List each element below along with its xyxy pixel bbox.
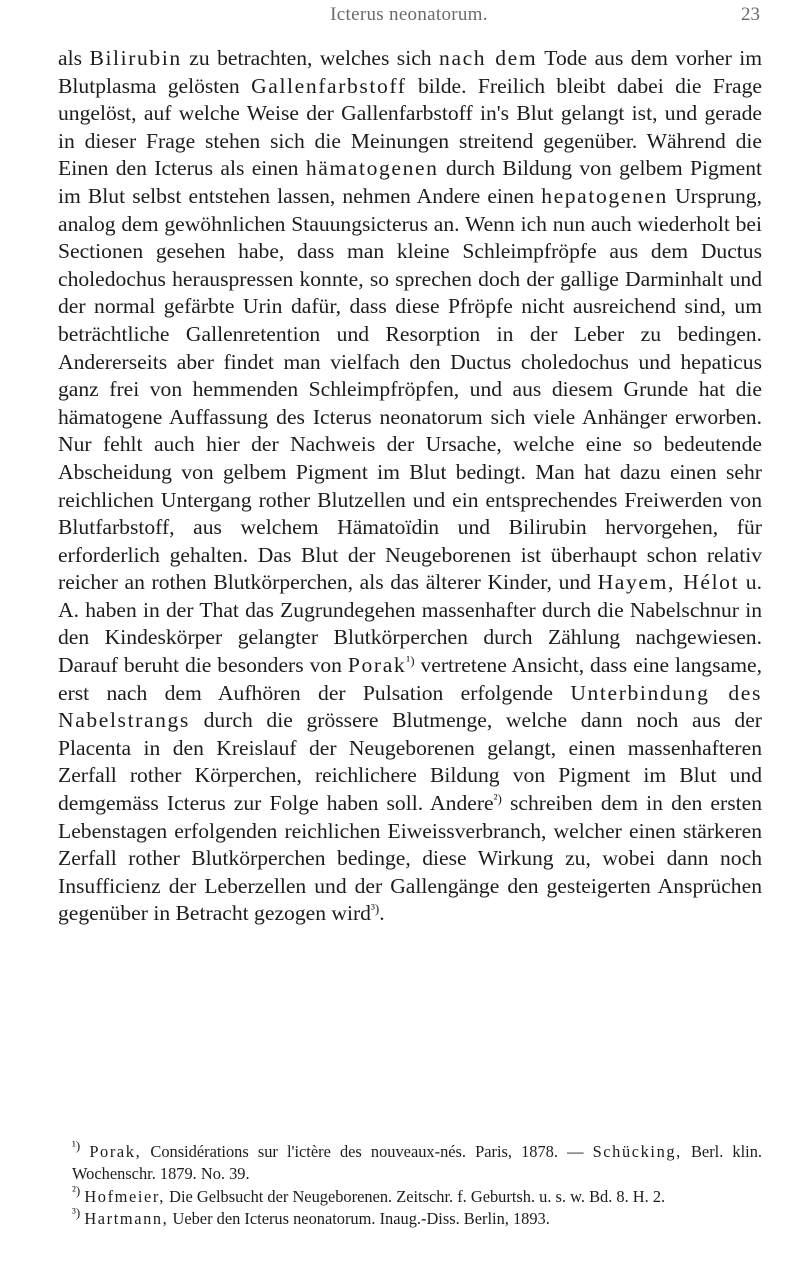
emphasis-unterbindung: Unterbindung des Nabelstrangs <box>58 680 762 733</box>
footnote-mark: ³) <box>72 1205 81 1221</box>
footnote-ref-3[interactable]: ³) <box>370 901 380 917</box>
text-run: schreiben dem in den ersten Lebenstagen erfolgenden reichlichen Eiweissverbranch, welcher einen stärkeren Zerfall rother Blutkörperchen bedinge, diese Wirkung zu, wobei dann noch Insufficienz der Leberzellen und der Gallengänge den gesteigerten Ansprüchen gegenüber in Betracht gezogen wird <box>58 791 762 926</box>
footnote-author: Schücking, <box>592 1142 682 1161</box>
page-number: 23 <box>741 4 760 25</box>
footnote-1 <box>58 1138 762 1186</box>
footnote-text: Berl. klin. Wochenschr. 1879. No. 39. <box>72 1142 762 1184</box>
footnote-text: Considérations sur l'ictère des nouveaux-nés. Paris, 1878. — <box>150 1142 584 1161</box>
text-run: durch die grössere Blutmenge, welche dann noch aus der Placenta in den Kreislauf der Neugeborenen gelangt, einen massenhafteren Zerfall rother Körperchen, reichlichere Bildung von Pigment im Blut und demgemäss Icterus zur Folge haben soll. Andere <box>58 708 762 816</box>
text-run: als <box>58 46 82 70</box>
footnote-author: Hartmann, <box>84 1209 169 1229</box>
footnote-ref-1[interactable]: ¹) <box>406 653 415 669</box>
paragraph <box>58 45 762 928</box>
emphasis-hepatogenen: hepatogenen <box>541 183 668 208</box>
footnote-text: Ueber den Icterus neonatorum. Inaug.-Diss. Berlin, 1893. <box>172 1209 550 1229</box>
text-run: durch Bildung von gelbem Pigment im Blut selbst entstehen lassen, nehmen Andere einen <box>58 156 763 208</box>
body-text <box>58 45 762 928</box>
footnote-author: Porak, <box>89 1142 142 1161</box>
text-run: bilde. Freilich bleibt dabei die Frage ungelöst, auf welche Weise der Gallenfarbstoff in's Blut gelangt ist, und gerade in dieser Frage stehen sich die Meinungen streitend gegenüber. Während die Einen den Icterus als einen <box>58 73 763 181</box>
running-title: Icterus neonatorum. <box>330 4 488 25</box>
text-run: . <box>379 901 385 926</box>
footnote-3 <box>58 1205 762 1230</box>
text-run: Ursprung, analog dem gewöhnlichen Stauungsicterus an. Wenn ich nun auch wiederholt bei Sectionen gesehen habe, dass man kleine Schleimpfröpfe aus dem Ductus choledochus herauspressen konnte, so sprechen doch der gallige Darminhalt und der normal gefärbte Urin dafür, dass diese Pfröpfe nicht ausreichend sind, um beträchtliche Gallenretention und Resorption in der Leber zu bedingen. Andererseits aber findet man vielfach den Ductus choledochus und hepaticus ganz frei von hemmenden Schleimpfröpfen, und aus diesem Grunde hat die hämatogene Auffassung des Icterus neonatorum sich viele Anhänger erworben. Nur fehlt auch hier der Nachweis der Ursache, welche eine so bedeutende Abscheidung von gelbem Pigment im Blut bedingt. Man hat dazu einen sehr reichlichen Untergang rother Blutzellen und ein entsprechendes Freiwerden von Blutfarbstoff, aus welchem Hämatoïdin und Bilirubin hervorgehen, für erforderlich gehalten. Das Blut der Neugeborenen ist überhaupt schon relativ reicher an rothen Blutkörperchen, als das älterer Kinder, und <box>58 183 762 595</box>
footnote-ref-2[interactable]: ²) <box>493 791 502 807</box>
emphasis-porak: Porak <box>347 653 407 678</box>
emphasis-hayem-helot: Hayem, Hélot <box>597 570 740 595</box>
footnote-mark: ¹) <box>72 1138 81 1153</box>
text-run: Tode aus dem vorher im Blutplasma gelösten <box>58 46 762 98</box>
text-run: u. A. haben in der That das Zugrundegehen massenhafter durch die Nabelschnur in den Kindeskörper gelangter Blutkörperchen durch Zählung nachgewiesen. Darauf beruht die besonders von <box>58 570 762 678</box>
emphasis-haematogenen: hämatogenen <box>305 156 439 181</box>
emphasis-bilirubin: Bilirubin <box>89 46 182 70</box>
footnote-2 <box>58 1182 762 1208</box>
footnotes <box>58 1138 762 1231</box>
emphasis-gallenfarbstoff: Gallenfarbstoff <box>251 73 407 98</box>
text-run: zu betrachten, welches sich <box>189 46 432 70</box>
emphasis-nach-dem: nach dem <box>439 46 538 70</box>
footnote-text: Die Gelbsucht der Neugeborenen. Zeitschr. f. Geburtsh. u. s. w. Bd. 8. H. 2. <box>169 1186 666 1206</box>
text-run: vertretene Ansicht, dass eine langsame, erst nach dem Aufhören der Pulsation erfolgende <box>58 653 762 705</box>
footnote-author: Hofmeier, <box>84 1186 165 1206</box>
footnote-mark: ²) <box>72 1182 81 1198</box>
running-header <box>58 4 760 30</box>
